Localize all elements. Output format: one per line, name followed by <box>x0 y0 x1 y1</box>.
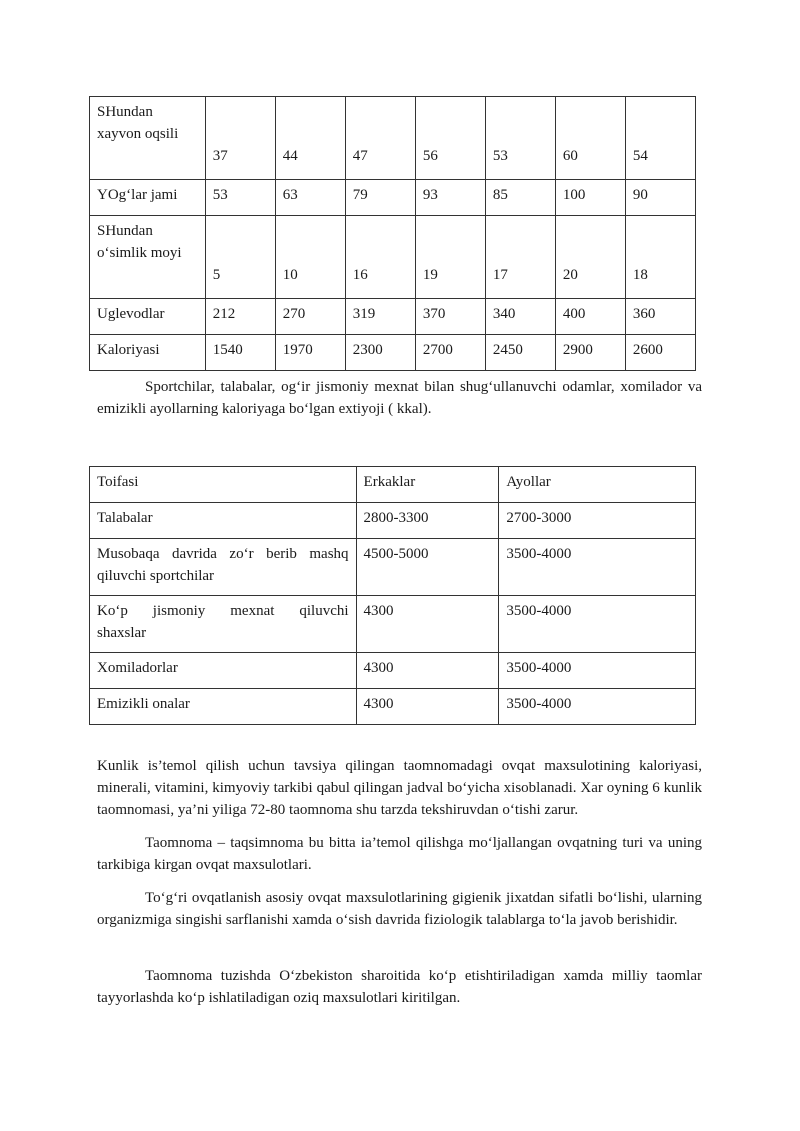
nutrition-table <box>89 96 696 371</box>
table-cell: 1970 <box>275 335 345 371</box>
table-cell: 370 <box>415 299 485 335</box>
women-value-cell: 3500-4000 <box>499 689 696 725</box>
table-row <box>90 180 696 216</box>
row-label: YOg‘lar jami <box>90 180 206 216</box>
row-label: Uglevodlar <box>90 299 206 335</box>
row-label: SHundan xayvon oqsili <box>90 97 206 180</box>
table-cell: 19 <box>415 216 485 299</box>
category-cell <box>90 596 357 653</box>
table-cell: 20 <box>555 216 625 299</box>
table-row <box>90 689 696 725</box>
category-cell <box>90 539 357 596</box>
women-value-cell: 3500-4000 <box>499 596 696 653</box>
table-cell: 79 <box>345 180 415 216</box>
column-header-category: Toifasi <box>90 467 357 503</box>
table-cell: 2600 <box>625 335 695 371</box>
table-row <box>90 539 696 596</box>
table-cell: 47 <box>345 97 415 180</box>
table-row <box>90 653 696 689</box>
table-row <box>90 503 696 539</box>
category-line: qiluvchi sportchilar <box>97 568 215 584</box>
table-cell: 37 <box>205 97 275 180</box>
table-row <box>90 216 696 299</box>
paragraph-daily-menu: Kunlik is’temol qilish uchun tavsiya qilingan taomnomadagi ovqat maxsulotining kaloriyasi, minerali, vitamini, kimyoviy tarkibi qabul qilingan jadval bo‘yicha xisoblanadi. Xar oyning 6 kunlik taomnomasi, ya’ni yiliga 72-80 taomnoma shu tarzda tekshiruvdan o‘tishi zarur. <box>97 758 702 818</box>
table-cell: 53 <box>205 180 275 216</box>
table-cell: 54 <box>625 97 695 180</box>
column-header-men: Erkaklar <box>356 467 499 503</box>
paragraph-intro: Sportchilar, talabalar, og‘ir jismoniy mexnat bilan shug‘ullanuvchi odamlar, xomilador va emizikli ayollarning kaloriyaga bo‘lgan extiyoji ( kkal). <box>97 379 702 417</box>
women-value-cell: 2700-3000 <box>499 503 696 539</box>
table-cell: 360 <box>625 299 695 335</box>
paragraph-menu-definition: Taomnoma – taqsimnoma bu bitta ia’temol qilishga mo‘ljallangan ovqatning turi va uning tarkibiga kirgan ovqat maxsulotlari. <box>97 835 702 873</box>
category-line: shaxslar <box>97 625 147 641</box>
row-label: Kaloriyasi <box>90 335 206 371</box>
table-cell: 2700 <box>415 335 485 371</box>
category-cell: Emizikli onalar <box>90 689 357 725</box>
table-cell: 100 <box>555 180 625 216</box>
table-cell: 1540 <box>205 335 275 371</box>
table-row <box>90 335 696 371</box>
men-value-cell: 4500-5000 <box>356 539 499 596</box>
table-row <box>90 596 696 653</box>
category-cell: Xomiladorlar <box>90 653 357 689</box>
category-line: Musobaqa davrida zo‘r berib mashq <box>97 546 349 562</box>
table-cell: 2300 <box>345 335 415 371</box>
table-row <box>90 299 696 335</box>
table-cell: 270 <box>275 299 345 335</box>
table-cell: 319 <box>345 299 415 335</box>
table-header-row <box>90 467 696 503</box>
table-cell: 60 <box>555 97 625 180</box>
table-cell: 18 <box>625 216 695 299</box>
table-cell: 400 <box>555 299 625 335</box>
men-value-cell: 2800-3300 <box>356 503 499 539</box>
table-cell: 63 <box>275 180 345 216</box>
paragraph-proper-nutrition: To‘g‘ri ovqatlanish asosiy ovqat maxsulotlarining gigienik jixatdan sifatli bo‘lishi, ularning organizmiga singishi sarflanishi xamda o‘sish davrida fiziologik talablarga to‘la javob berishidir. <box>97 890 702 928</box>
table-cell: 2450 <box>485 335 555 371</box>
table-cell: 212 <box>205 299 275 335</box>
table-cell: 5 <box>205 216 275 299</box>
paragraph-menu-composition: Taomnoma tuzishda O‘zbekiston sharoitida ko‘p etishtiriladigan xamda milliy taomlar tayyorlashda ko‘p ishlatiladigan oziq maxsulotlari kiritilgan. <box>97 968 702 1006</box>
category-line: Ko‘p jismoniy mexnat qiluvchi <box>97 603 349 619</box>
table-cell: 53 <box>485 97 555 180</box>
women-value-cell: 3500-4000 <box>499 653 696 689</box>
table-cell: 10 <box>275 216 345 299</box>
table-cell: 17 <box>485 216 555 299</box>
column-header-women: Ayollar <box>499 467 696 503</box>
category-cell: Talabalar <box>90 503 357 539</box>
men-value-cell: 4300 <box>356 689 499 725</box>
table-cell: 16 <box>345 216 415 299</box>
table-cell: 85 <box>485 180 555 216</box>
table-cell: 56 <box>415 97 485 180</box>
table-cell: 44 <box>275 97 345 180</box>
men-value-cell: 4300 <box>356 653 499 689</box>
table-cell: 90 <box>625 180 695 216</box>
table-cell: 93 <box>415 180 485 216</box>
men-value-cell: 4300 <box>356 596 499 653</box>
table-cell: 340 <box>485 299 555 335</box>
table-cell: 2900 <box>555 335 625 371</box>
row-label: SHundan o‘simlik moyi <box>90 216 206 299</box>
table-row <box>90 97 696 180</box>
calorie-needs-table <box>89 466 696 725</box>
women-value-cell: 3500-4000 <box>499 539 696 596</box>
